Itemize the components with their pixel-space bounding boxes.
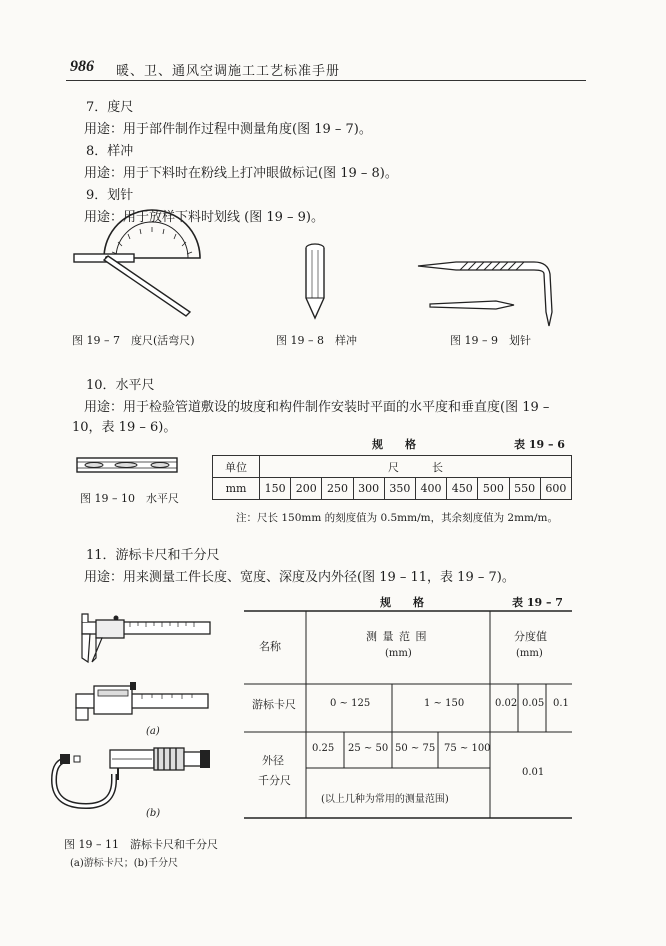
caliper-range-1: 0 ~ 125 xyxy=(330,698,371,709)
caliper-div-3: 0.1 xyxy=(553,698,569,709)
length-header: 尺 长 xyxy=(260,456,572,478)
section-10-usage-line1: 用途：用于检验管道敷设的坡度和构件制作安装时平面的水平度和垂直度(图 19 – xyxy=(84,400,550,415)
micrometer-name-line1: 外径 xyxy=(262,754,284,767)
length-cell: 150 xyxy=(260,478,291,500)
length-cell: 500 xyxy=(478,478,509,500)
table-19-6-number: 表 19 – 6 xyxy=(514,438,565,451)
micrometer-range-4: 75 ~ 100 xyxy=(444,743,491,754)
section-10-title: 10．水平尺 xyxy=(86,378,155,393)
section-8-title: 8．样冲 xyxy=(86,144,134,159)
micrometer-illustration xyxy=(52,746,216,810)
protractor-illustration xyxy=(72,222,212,322)
length-cell: 600 xyxy=(540,478,571,500)
micrometer-range-note: (以上几种为常用的测量范围) xyxy=(321,794,449,805)
fig-19-10-caption: 图 19 – 10 水平尺 xyxy=(80,492,179,505)
header-rule xyxy=(66,80,586,81)
micrometer-range-1: 0.25 xyxy=(312,743,335,754)
section-8-usage: 用途：用于下料时在粉线上打冲眼做标记(图 19 – 8)。 xyxy=(84,166,398,181)
micrometer-name-line2: 千分尺 xyxy=(258,774,291,787)
section-10-usage-line2: 10，表 19 – 6)。 xyxy=(72,420,177,435)
col-range-header: 测 量 范 围 xyxy=(366,630,428,643)
fig-19-9-caption: 图 19 – 9 划针 xyxy=(450,334,531,347)
length-cell: 200 xyxy=(291,478,322,500)
fig-19-11-label-a: (a) xyxy=(146,726,160,737)
length-cell: 550 xyxy=(509,478,540,500)
caliper-div-1: 0.02 xyxy=(495,698,518,709)
caliper-name: 游标卡尺 xyxy=(252,698,296,711)
col-range-unit: (mm) xyxy=(385,648,412,659)
length-cell: 350 xyxy=(384,478,415,500)
col-div-unit: (mm) xyxy=(516,648,543,659)
scriber-illustration xyxy=(416,248,576,328)
length-cell: 450 xyxy=(447,478,478,500)
section-7-title: 7．度尺 xyxy=(86,100,134,115)
unit-cell: mm xyxy=(213,478,260,500)
fig-19-11-subcaption: (a)游标卡尺；(b)千分尺 xyxy=(70,858,178,869)
length-cell: 250 xyxy=(322,478,353,500)
section-11-title: 11．游标卡尺和千分尺 xyxy=(86,548,220,563)
vernier-caliper-illustration-bottom xyxy=(72,680,212,724)
table-row xyxy=(213,478,572,500)
center-punch-illustration xyxy=(300,240,330,324)
running-header: 暖、卫、通风空调施工工艺标准手册 xyxy=(116,64,341,79)
table-19-7-title: 规 格 xyxy=(380,596,424,609)
fig-19-8-caption: 图 19 – 8 样冲 xyxy=(276,334,357,347)
table-19-6 xyxy=(212,455,572,500)
vernier-caliper-illustration-top xyxy=(74,612,214,670)
length-cell: 300 xyxy=(353,478,384,500)
table-19-6-note: 注：尺长 150mm 的刻度值为 0.5mm/m，其余刻度值为 2mm/m。 xyxy=(236,512,558,524)
length-cell: 400 xyxy=(415,478,446,500)
table-19-6-title: 规 格 xyxy=(372,438,416,451)
caliper-range-2: 1 ~ 150 xyxy=(424,698,465,709)
table-19-7-number: 表 19 – 7 xyxy=(512,596,563,609)
spirit-level-illustration xyxy=(76,456,180,476)
micrometer-div: 0.01 xyxy=(522,767,545,778)
table-header-row xyxy=(213,456,572,478)
fig-19-11-caption: 图 19 – 11 游标卡尺和千分尺 xyxy=(64,838,218,851)
col-div-header: 分度值 xyxy=(514,630,547,643)
micrometer-range-3: 50 ~ 75 xyxy=(395,743,436,754)
caliper-div-2: 0.05 xyxy=(522,698,545,709)
fig-19-11-label-b: (b) xyxy=(146,808,161,819)
section-9-usage: 用途：用于放样下料时划线 (图 19 – 9)。 xyxy=(84,210,324,225)
col-name-header: 名称 xyxy=(259,640,281,653)
micrometer-range-2: 25 ~ 50 xyxy=(348,743,389,754)
section-7-usage: 用途：用于部件制作过程中测量角度(图 19 – 7)。 xyxy=(84,122,372,137)
section-9-title: 9．划针 xyxy=(86,188,134,203)
fig-19-7-caption: 图 19 – 7 度尺(活弯尺) xyxy=(72,334,195,347)
section-11-usage: 用途：用来测量工件长度、宽度、深度及内外径(图 19 – 11，表 19 – 7)。 xyxy=(84,570,515,585)
page-number: 986 xyxy=(70,58,94,75)
unit-header: 单位 xyxy=(213,456,260,478)
